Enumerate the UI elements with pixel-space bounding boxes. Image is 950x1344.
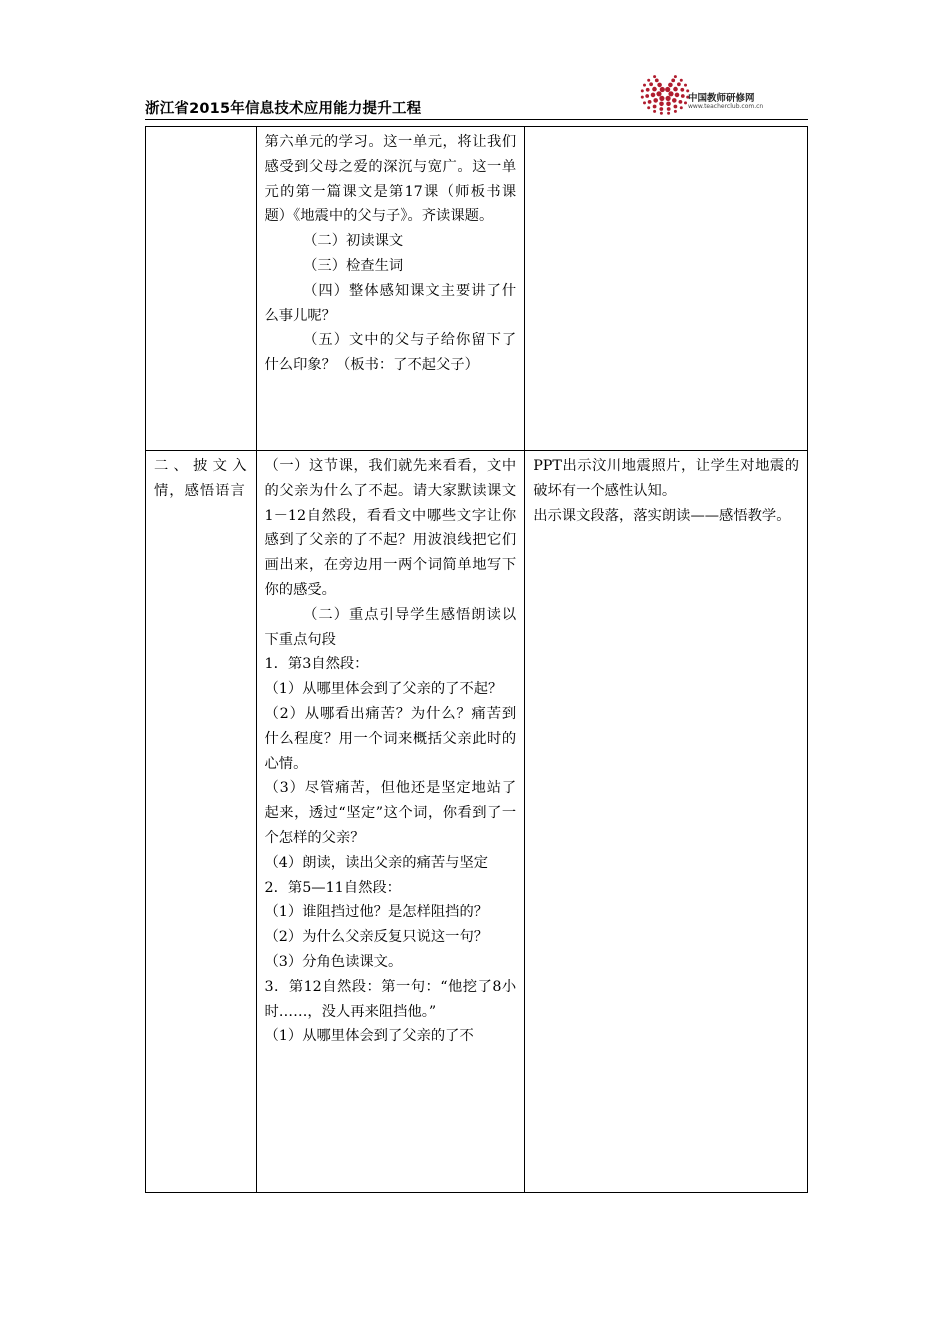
process-paragraph: （二）重点引导学生感悟朗读以下重点句段 <box>264 606 517 648</box>
process-paragraph: （二）初读课文 <box>303 233 404 250</box>
process-paragraph: （1）谁阻挡过他？是怎样阻挡的？ <box>264 904 489 921</box>
stage-cell <box>146 127 257 451</box>
logo-dot <box>648 100 652 104</box>
notes-paragraph: 出示课文段落，落实朗读——感悟教学。 <box>533 507 791 524</box>
logo-dot <box>652 87 657 92</box>
logo-dot <box>645 94 649 98</box>
logo-dot <box>667 107 671 111</box>
logo-dot <box>674 75 677 78</box>
logo-dot <box>647 106 650 109</box>
logo-dot <box>679 100 683 104</box>
logo-dot <box>646 88 650 92</box>
process-paragraph: （2）从哪看出痛苦？为什么？痛苦到什么程度？用一个词来概括父亲此时的心情。 <box>264 705 517 772</box>
process-paragraph: （三）检查生词 <box>303 257 404 274</box>
process-paragraph: 1．第3自然段： <box>264 656 369 673</box>
logo-dot <box>653 110 656 113</box>
notes-cell <box>525 127 808 451</box>
logo-dots-icon <box>640 70 690 116</box>
process-paragraph: （四）整体感知课文主要讲了什么事儿呢？ <box>264 282 517 324</box>
logo-dot <box>668 91 673 96</box>
process-paragraph: 2．第5—11自然段： <box>264 879 401 896</box>
logo-dot <box>684 84 687 87</box>
logo-dot <box>668 83 673 88</box>
header-rule <box>145 119 808 120</box>
logo-dot <box>656 91 661 96</box>
logo-name: 中国教师研修网 <box>688 93 755 104</box>
logo-dot <box>653 98 658 103</box>
teacherclub-logo <box>640 70 790 118</box>
stage-text: 二、披文入情，感悟语言 <box>154 458 248 499</box>
logo-dot <box>674 110 677 113</box>
table-row <box>146 451 808 1193</box>
logo-dot <box>641 89 644 92</box>
process-paragraph: 3．第12自然段：第一句：“他挖了8小时……，没人再来阻挡他。” <box>264 978 517 1020</box>
logo-dot <box>674 105 678 109</box>
process-paragraph: （3）分角色读课文。 <box>264 953 403 970</box>
logo-dot <box>672 98 677 103</box>
logo-dot <box>653 75 656 78</box>
logo-dot <box>675 93 680 98</box>
logo-dot <box>660 112 663 115</box>
logo-dot <box>641 96 644 99</box>
process-cell <box>256 451 525 1193</box>
lesson-plan-table <box>145 126 808 1193</box>
logo-dot <box>671 79 675 83</box>
logo-dot <box>681 94 685 98</box>
notes-paragraph: PPT出示汶川地震照片，让学生对地震的破坏有一个感性认知。 <box>533 458 799 499</box>
logo-dot <box>680 106 683 109</box>
logo-dot <box>659 96 664 101</box>
logo-dot <box>667 112 670 115</box>
logo-dot <box>680 88 684 92</box>
process-paragraph: （一）这节课，我们就先来看看，文中的父亲为什么了不起。请大家默读课文1－12自然段，看看文中哪些文字让你感到了父亲的了不起？用波浪线把它们画出来，在旁边用一两个词简单地写下你的感受。 <box>264 458 517 598</box>
process-cell <box>256 127 525 451</box>
process-paragraph: （2）为什么父亲反复只说这一句？ <box>264 929 489 946</box>
process-paragraph: （1）从哪里体会到了父亲的了不 <box>264 1028 474 1045</box>
logo-dot <box>657 83 662 88</box>
logo-url: www.teacherclub.com.cn <box>688 103 764 110</box>
process-paragraph: （4）朗读，读出父亲的痛苦与坚定 <box>264 854 489 871</box>
logo-dot <box>660 87 665 92</box>
logo-dot <box>643 101 646 104</box>
table-row <box>146 127 808 451</box>
logo-dot <box>659 102 664 107</box>
logo-dot <box>666 96 671 101</box>
logo-dot <box>666 102 671 107</box>
logo-dot <box>643 84 646 87</box>
logo-dot <box>673 87 678 92</box>
process-paragraph: （3）尽管痛苦，但他还是坚定地站了起来，透过“坚定”这个词，你看到了一个怎样的父亲？ <box>264 780 517 846</box>
logo-dot <box>647 79 650 82</box>
logo-dot <box>677 82 681 86</box>
logo-dot <box>680 79 683 82</box>
process-paragraph: （1）从哪里体会到了父亲的了不起？ <box>264 681 503 698</box>
page-header <box>145 60 808 120</box>
process-paragraph: （五）文中的父与子给你留下了什么印象？（板书：了不起父子） <box>264 332 517 374</box>
logo-dot <box>659 107 663 111</box>
header-title: 浙江省2015年信息技术应用能力提升工程 <box>145 101 422 117</box>
process-paragraph: 第六单元的学习。这一单元，将让我们感受到父母之爱的深沉与宽广。这一单元的第一篇课文是第17课（师板书课题）《地震中的父与子》。齐读课题。 <box>264 134 517 225</box>
logo-dot <box>684 101 687 104</box>
logo-dot <box>651 93 656 98</box>
notes-cell <box>525 451 808 1193</box>
stage-cell <box>146 451 257 1193</box>
logo-dot <box>653 105 657 109</box>
logo-dot <box>655 79 659 83</box>
logo-dot <box>665 87 670 92</box>
logo-dot <box>649 82 653 86</box>
